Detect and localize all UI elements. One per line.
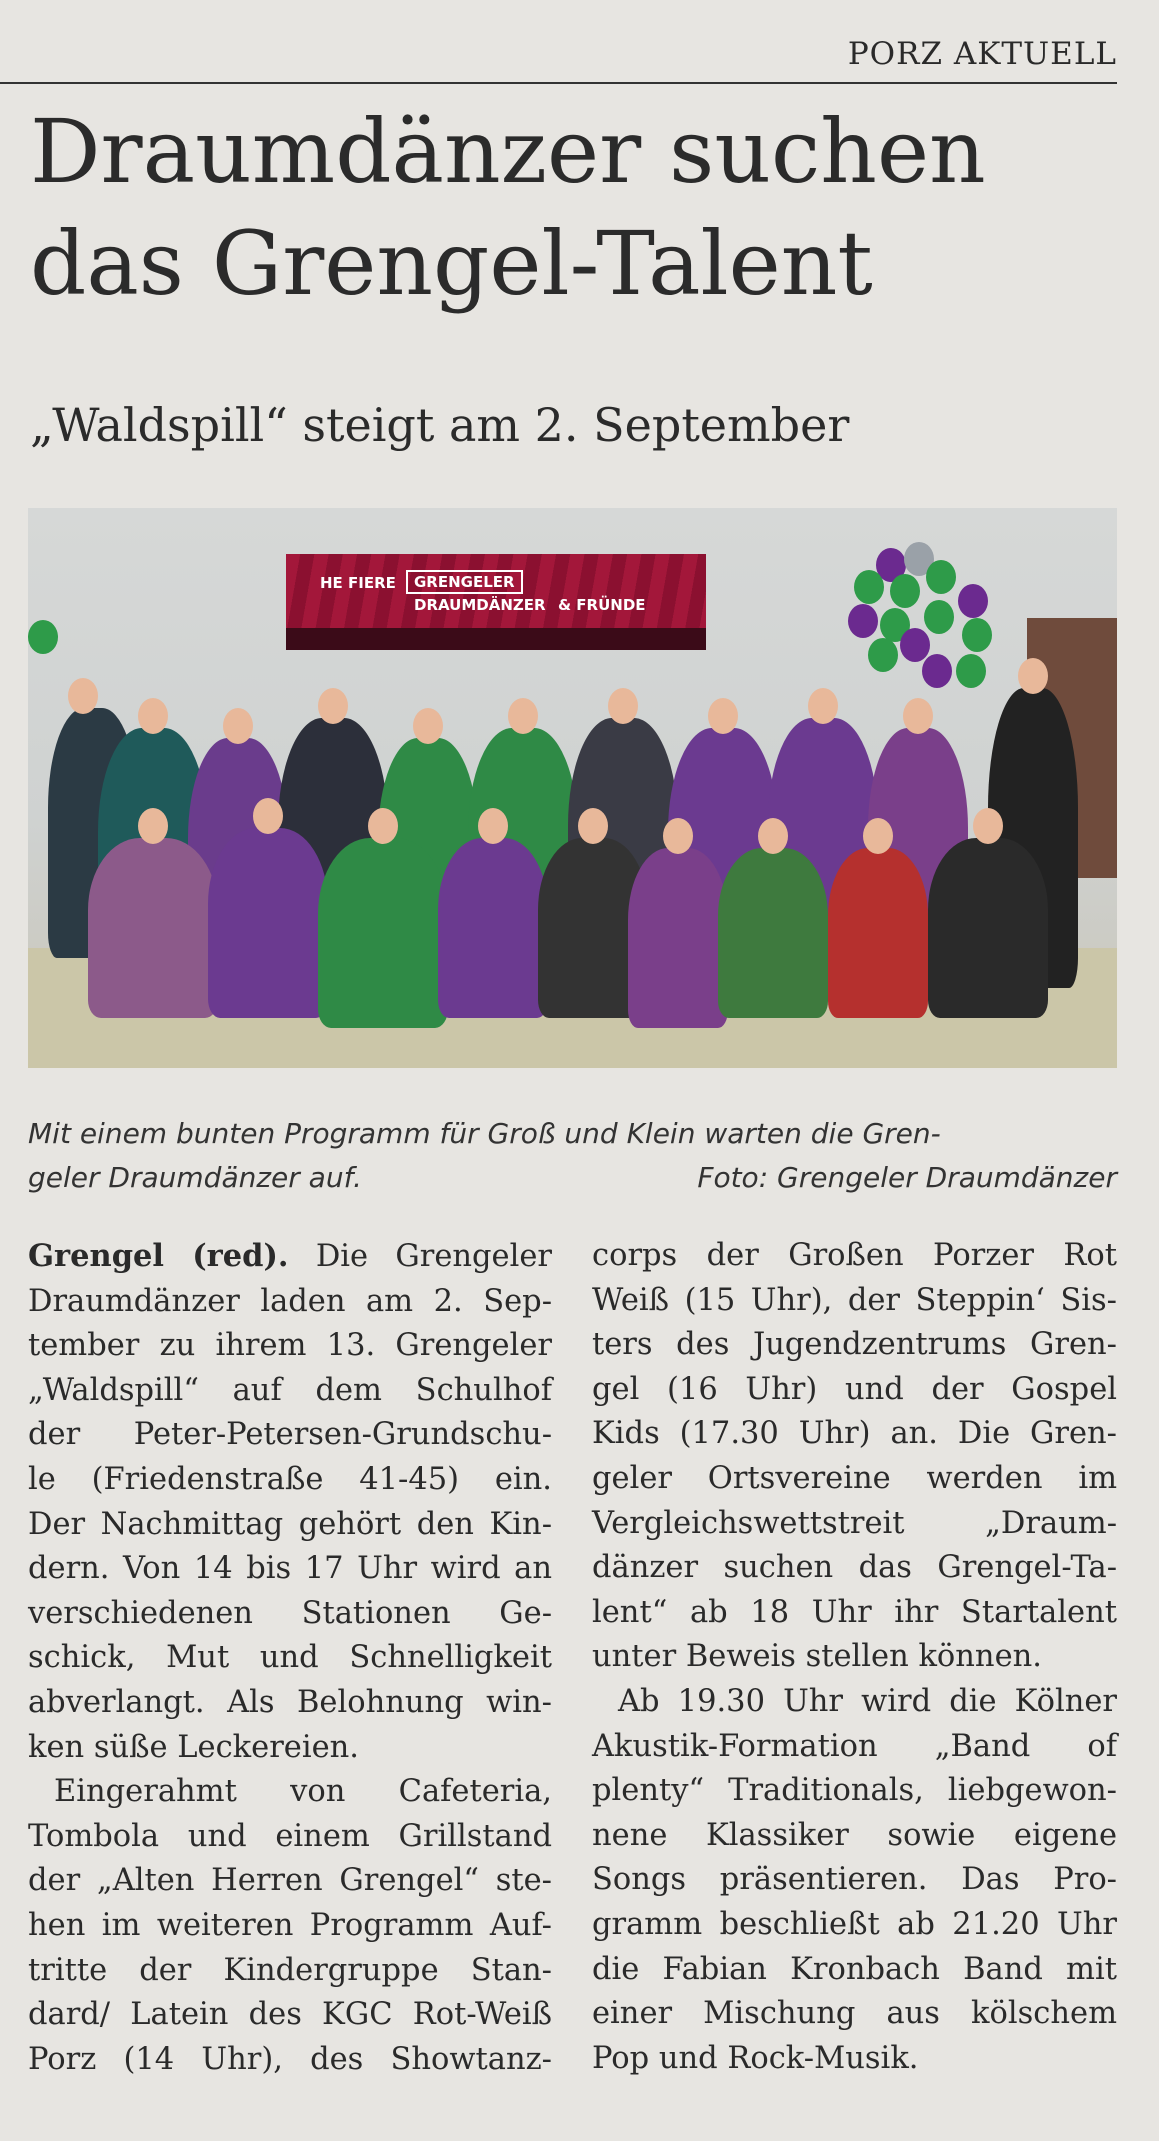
article-line: der Peter-Petersen-Grundschu- — [28, 1417, 552, 1453]
article-column-1 — [28, 1234, 552, 2082]
article-line: hen im weiteren Programm Auf- — [28, 1907, 552, 1943]
balloon — [854, 570, 884, 604]
article-line: le (Friedenstraße 41-45) ein. — [28, 1461, 552, 1497]
banner-crowd-silhouette — [286, 628, 706, 650]
face — [223, 708, 253, 744]
group-of-people — [28, 668, 1117, 1028]
face — [608, 688, 638, 724]
article-line: lent“ ab 18 Uhr ihr Startalent — [592, 1594, 1117, 1630]
article-line: einer Mischung aus kölschem — [592, 1996, 1117, 2032]
article-line: Songs präsentieren. Das Pro- — [592, 1862, 1117, 1898]
face — [578, 808, 608, 844]
article-line: Pop und Rock-Musik. — [592, 2040, 919, 2076]
article-line: unter Beweis stellen können. — [592, 1639, 1042, 1675]
article-line: tember zu ihrem 13. Grengeler — [28, 1328, 552, 1364]
article-line: ters des Jugendzentrums Gren- — [592, 1327, 1117, 1363]
face — [138, 808, 168, 844]
article-line: verschiedenen Stationen Ge- — [28, 1595, 552, 1631]
article-line: abverlangt. Als Belohnung win- — [28, 1684, 552, 1720]
person — [928, 838, 1048, 1018]
section-rule — [0, 82, 1117, 84]
photo-banner — [286, 554, 706, 650]
face — [413, 708, 443, 744]
article-line: Der Nachmittag gehört den Kin- — [28, 1506, 552, 1542]
article-column-2 — [592, 1234, 1117, 2081]
article-line: dänzer suchen das Grengel-Ta- — [592, 1550, 1117, 1586]
article-line: schick, Mut und Schnelligkeit — [28, 1640, 552, 1676]
face — [138, 698, 168, 734]
face — [508, 698, 538, 734]
person — [718, 848, 828, 1018]
article-line: Vergleichswettstreit „Draum- — [592, 1505, 1117, 1541]
article-line: Draumdänzer laden am 2. Sep- — [28, 1283, 552, 1319]
person — [88, 838, 218, 1018]
person — [628, 848, 728, 1028]
balloon — [848, 604, 878, 638]
article-line: Kids (17.30 Uhr) an. Die Gren- — [592, 1416, 1117, 1452]
face — [903, 698, 933, 734]
article-lead: Grengel (red). — [28, 1238, 289, 1274]
section-label: PORZ AKTUELL — [847, 36, 1117, 72]
subheadline: „Waldspill“ steigt am 2. September — [30, 398, 850, 452]
article-line: Weiß (15 Uhr), der Steppin‘ Sis- — [592, 1282, 1117, 1318]
balloon — [890, 574, 920, 608]
article-line: corps der Großen Porzer Rot — [592, 1238, 1117, 1273]
balloon — [28, 620, 58, 654]
article-line: gel (16 Uhr) und der Gospel — [592, 1371, 1117, 1407]
article-line: „Waldspill“ auf dem Schulhof — [28, 1372, 552, 1408]
article-line: ken süße Leckereien. — [28, 1729, 359, 1765]
article-line: geler Ortsvereine werden im — [592, 1460, 1117, 1496]
article-line: Die Grengeler — [315, 1239, 552, 1274]
article-line: gramm beschließt ab 21.20 Uhr — [592, 1906, 1117, 1942]
person — [318, 838, 448, 1028]
face — [253, 798, 283, 834]
person — [828, 848, 928, 1018]
banner-text-right: & FRÜNDE — [558, 596, 646, 614]
photo-credit: Foto: Grengeler Draumdänzer — [697, 1161, 1117, 1194]
balloon — [900, 628, 930, 662]
face — [318, 688, 348, 724]
balloon — [924, 600, 954, 634]
caption-line-1: Mit einem bunten Programm für Groß und Klein warten die Gren- — [28, 1117, 941, 1150]
article-line: Porz (14 Uhr), des Showtanz- — [28, 2041, 552, 2077]
face — [973, 808, 1003, 844]
face — [663, 818, 693, 854]
headline — [30, 96, 1130, 320]
headline-line-1: Draumdänzer suchen — [30, 100, 986, 203]
article-line: nene Klassiker sowie eigene — [592, 1817, 1117, 1853]
balloon — [926, 560, 956, 594]
article-line: Akustik-Formation „Band of — [592, 1728, 1117, 1764]
banner-text-box: GRENGELER — [406, 570, 523, 594]
article-line: Eingerahmt von Cafeteria, — [54, 1774, 552, 1810]
face — [808, 688, 838, 724]
face — [708, 698, 738, 734]
caption-line-2: geler Draumdänzer auf. — [28, 1161, 362, 1194]
article-line: dern. Von 14 bis 17 Uhr wird an — [28, 1551, 552, 1587]
face — [478, 808, 508, 844]
article-line: die Fabian Kronbach Band mit — [592, 1951, 1117, 1987]
face — [68, 678, 98, 714]
banner-text-left: HE FIERE — [320, 574, 396, 592]
face — [1018, 658, 1048, 694]
balloon — [958, 584, 988, 618]
balloon — [962, 618, 992, 652]
person — [208, 828, 328, 1018]
photo-caption — [28, 1112, 1117, 1200]
article-line: Ab 19.30 Uhr wird die Kölner — [618, 1683, 1117, 1719]
person — [438, 838, 548, 1018]
article-line: tritte der Kindergruppe Stan- — [28, 1952, 552, 1988]
banner-text-middle: DRAUMDÄNZER — [414, 596, 546, 614]
headline-line-2: das Grengel-Talent — [30, 212, 873, 315]
article-line: Tombola und einem Grillstand — [28, 1818, 552, 1854]
face — [758, 818, 788, 854]
article-line: der „Alten Herren Grengel“ ste- — [28, 1863, 552, 1899]
group-photo — [28, 508, 1117, 1068]
balloon — [868, 638, 898, 672]
face — [368, 808, 398, 844]
article-line: dard/ Latein des KGC Rot-Weiß — [28, 1997, 552, 2033]
article-line: plenty“ Traditionals, liebgewon- — [592, 1773, 1117, 1809]
face — [863, 818, 893, 854]
